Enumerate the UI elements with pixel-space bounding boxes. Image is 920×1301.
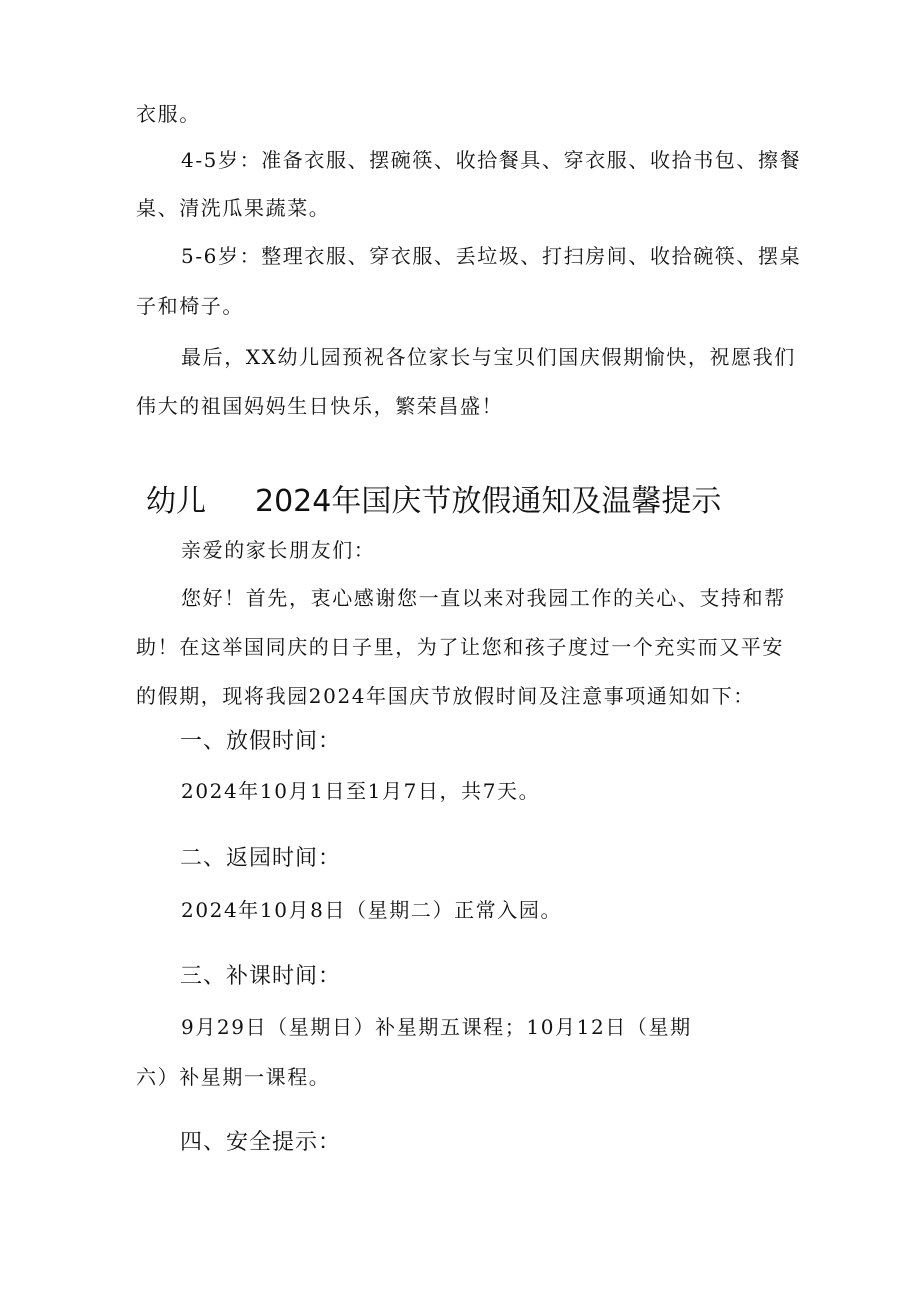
section-heading-safety-tips: 四、安全提示：	[180, 1130, 342, 1155]
closing-line-2: 伟大的祖国妈妈生日快乐，繁荣昌盛！	[136, 394, 504, 418]
page-title-left: 幼儿	[146, 484, 206, 519]
page-title: 2024年国庆节放假通知及温馨提示	[255, 484, 722, 519]
greeting: 亲爱的家长朋友们：	[181, 538, 376, 562]
section-heading-return-time: 二、返园时间：	[180, 846, 342, 871]
closing-line-1: 最后，XX幼儿园预祝各位家长与宝贝们国庆假期愉快，祝愿我们	[181, 345, 796, 369]
paragraph-5-6-line-1: 5-6岁：整理衣服、穿衣服、丢垃圾、打扫房间、收拾碗筷、摆桌	[181, 244, 802, 268]
section-text-return-time: 2024年10月8日（星期二）正常入园。	[181, 898, 563, 922]
section-heading-makeup-time: 三、补课时间：	[180, 964, 342, 989]
section-text-holiday-time: 2024年10月1日至1月7日，共7天。	[181, 779, 541, 803]
section-text-makeup-line-1: 9月29日（星期日）补星期五课程；10月12日（星期	[181, 1015, 692, 1039]
section-heading-holiday-time: 一、放假时间：	[180, 729, 342, 754]
section-text-makeup-line-2: 六）补星期一课程。	[136, 1065, 331, 1089]
intro-line-2: 助！在这举国同庆的日子里，为了让您和孩子度过一个充实而又平安	[136, 635, 784, 659]
paragraph-4-5-line-2: 桌、清洗瓜果蔬菜。	[136, 196, 331, 220]
paragraph-5-6-line-2: 子和椅子。	[136, 294, 244, 318]
paragraph-4-5-line-1: 4-5岁：准备衣服、摆碗筷、收拾餐具、穿衣服、收拾书包、擦餐	[181, 148, 802, 172]
text-line: 衣服。	[136, 102, 201, 126]
intro-line-1: 您好！首先，衷心感谢您一直以来对我园工作的关心、支持和帮	[181, 586, 786, 610]
intro-line-3: 的假期，现将我园2024年国庆节放假时间及注意事项通知如下：	[136, 684, 755, 708]
